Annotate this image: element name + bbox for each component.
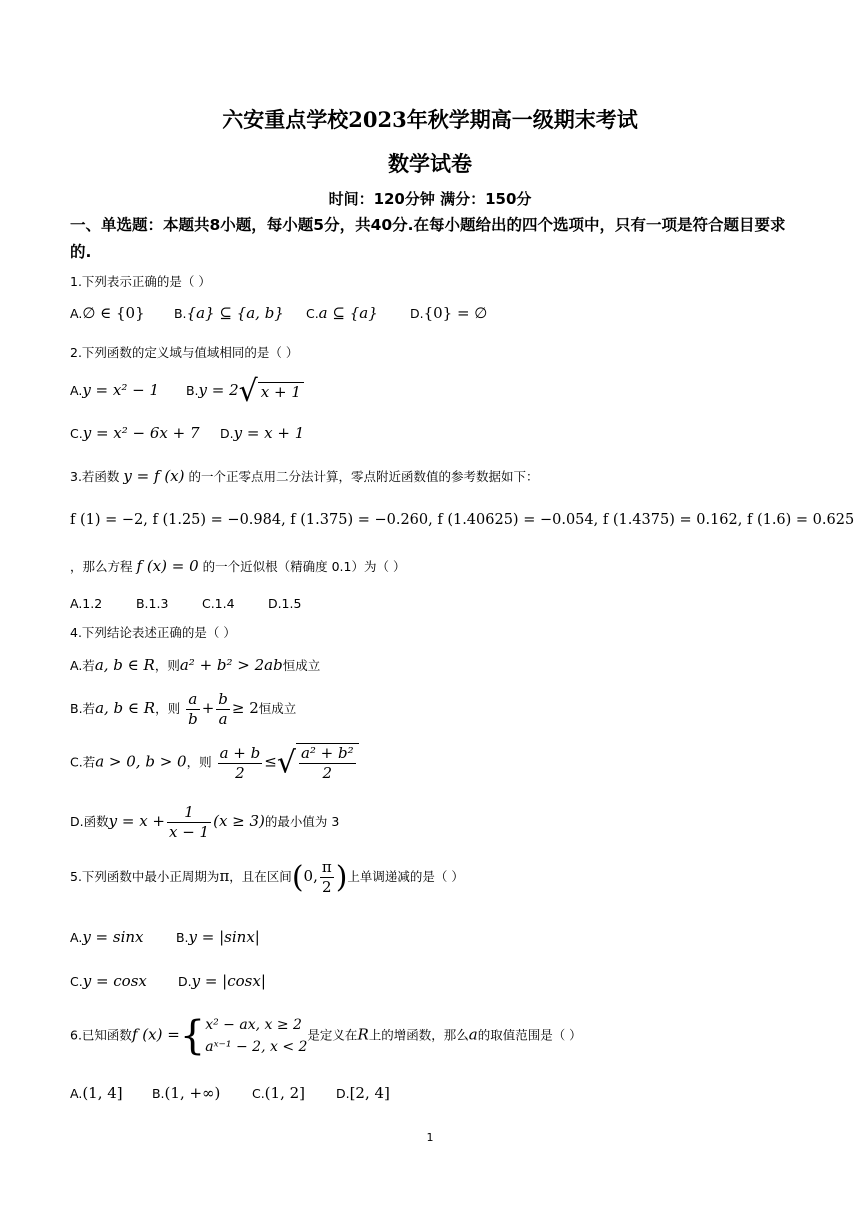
option-math: (1, 4] bbox=[82, 1084, 123, 1102]
left-brace: { bbox=[179, 1013, 206, 1059]
option-label: C. bbox=[251, 1086, 265, 1101]
option-label: B. bbox=[175, 930, 189, 945]
option-math: a > 0, b > 0 bbox=[95, 752, 187, 771]
sqrt-sign bbox=[277, 743, 359, 783]
sqrt-sign bbox=[239, 374, 304, 409]
option-label: A. bbox=[70, 306, 83, 321]
q5-stem bbox=[70, 858, 464, 897]
option-math: + bbox=[201, 699, 215, 717]
q5-options-row1 bbox=[70, 928, 260, 946]
q6-stem-text: 上的增函数，那么 bbox=[368, 1027, 469, 1043]
option-label: A. bbox=[70, 383, 83, 398]
numerator: π bbox=[321, 858, 332, 876]
q3-option-d: D.1.5 bbox=[267, 596, 302, 611]
numerator: b bbox=[218, 690, 228, 708]
q6-stem-math: a bbox=[468, 1025, 478, 1044]
option-label: C.若 bbox=[70, 754, 96, 770]
q5-options-row2 bbox=[70, 972, 266, 990]
q5-stem-text: 上单调递减的是（ ） bbox=[347, 869, 464, 884]
q2-option-d bbox=[220, 424, 304, 442]
q5-interval-math: 0, bbox=[303, 867, 318, 885]
q3-stem-math: y = f (x) bbox=[123, 467, 185, 485]
q5-interval-paren: ) bbox=[335, 860, 348, 895]
q2-option-a bbox=[70, 381, 182, 399]
q5-stem-math: π bbox=[219, 867, 230, 885]
q5-option-c bbox=[70, 972, 174, 990]
exam-title: 六安重点学校2023年秋学期高一级期末考试 bbox=[222, 107, 638, 132]
case-line: aˣ⁻¹ − 2, x < 2 bbox=[205, 1039, 308, 1055]
q2-options-row2 bbox=[70, 424, 304, 442]
option-label: A. bbox=[70, 930, 83, 945]
fraction bbox=[320, 858, 334, 897]
option-math: y = 2 bbox=[198, 381, 239, 399]
q3-reference-data: f (1) = −2, f (1.25) = −0.984, f (1.375) = −0.260, f (1.40625) = −0.054, f (1.4375) = 0.162, f (1.6) = 0.625 bbox=[70, 512, 855, 528]
radical-icon: √ bbox=[276, 745, 296, 781]
option-text: 的最小值为 3 bbox=[264, 814, 340, 829]
exam-time-info: 时间：120分钟 满分：150分 bbox=[328, 190, 532, 208]
denominator: 2 bbox=[322, 878, 332, 896]
q6-stem-text: 的取值范围是（ ） bbox=[477, 1027, 582, 1043]
q1-option-a bbox=[70, 304, 170, 322]
q6-option-d bbox=[336, 1084, 390, 1102]
option-math: ≥ 2 bbox=[231, 699, 259, 717]
q3-option-c: C.1.4 bbox=[201, 596, 235, 611]
option-label: C. bbox=[70, 974, 83, 989]
numerator: a bbox=[186, 690, 200, 710]
option-math: (x ≥ 3) bbox=[213, 812, 265, 830]
q2-option-b bbox=[186, 374, 304, 409]
q4-option-d bbox=[70, 803, 339, 842]
option-math: y = sinx bbox=[82, 928, 144, 946]
option-text: ，则 bbox=[155, 701, 181, 716]
q4-option-b bbox=[70, 690, 296, 729]
option-label: A. bbox=[70, 1086, 83, 1101]
q3-option-a: A.1.2 bbox=[70, 596, 103, 611]
fraction bbox=[216, 690, 230, 729]
q6-option-b bbox=[152, 1084, 248, 1102]
q6-option-a bbox=[70, 1084, 148, 1102]
option-label: C. bbox=[305, 306, 319, 321]
q4-stem: 4.下列结论表述正确的是（ ） bbox=[70, 625, 236, 640]
numerator: a² + b² bbox=[300, 744, 354, 762]
option-math: {0} = ∅ bbox=[423, 304, 488, 322]
q5-stem-text: 5.下列函数中最小正周期为 bbox=[70, 869, 220, 884]
option-text: ，则 bbox=[154, 658, 180, 673]
option-math: a, b ∈ R bbox=[95, 699, 156, 717]
denominator: 2 bbox=[322, 764, 333, 782]
q6-stem-text: 是定义在 bbox=[307, 1027, 358, 1043]
q6-stem-math: f (x) = bbox=[131, 1025, 180, 1044]
option-label: D. bbox=[219, 426, 234, 441]
q3-cont-math: f (x) = 0 bbox=[136, 557, 199, 575]
option-math: y = cosx bbox=[82, 972, 147, 990]
q3-cont-text: ，那么方程 bbox=[70, 559, 133, 574]
option-math: (1, +∞) bbox=[164, 1084, 221, 1102]
option-math: y = x² − 6x + 7 bbox=[82, 424, 200, 442]
fraction bbox=[167, 803, 211, 842]
option-math: (1, 2] bbox=[264, 1084, 305, 1102]
case-line: x² − ax, x ≥ 2 bbox=[205, 1017, 302, 1033]
q6-stem bbox=[70, 1014, 582, 1058]
option-math: y = x + bbox=[108, 812, 165, 830]
option-label: B.若 bbox=[70, 701, 96, 716]
radical-icon: √ bbox=[238, 374, 258, 409]
radicand: x + 1 bbox=[258, 382, 304, 401]
q3-stem-text: 的一个正零点用二分法计算，零点附近函数值的参考数据如下： bbox=[188, 469, 539, 484]
option-text: 恒成立 bbox=[258, 701, 297, 716]
option-label: B. bbox=[185, 383, 199, 398]
q3-stem-text: 3.若函数 bbox=[70, 469, 120, 484]
q3-data-line bbox=[70, 512, 854, 528]
fraction bbox=[299, 744, 356, 783]
q2-option-c bbox=[70, 424, 216, 442]
section-heading: 一、单选题：本题共8小题，每小题5分，共40分.在每小题给出的四个选项中，只有一项是符合题目要求的. bbox=[70, 216, 786, 261]
q1-options bbox=[70, 304, 487, 322]
option-label: B. bbox=[173, 306, 187, 321]
option-math: y = x + 1 bbox=[233, 424, 305, 442]
q5-option-b bbox=[176, 928, 260, 946]
option-math: [2, 4] bbox=[349, 1084, 390, 1102]
q3-option-b: B.1.3 bbox=[135, 596, 169, 611]
denominator: b bbox=[188, 710, 198, 728]
q5-option-a bbox=[70, 928, 172, 946]
q1-option-b bbox=[174, 304, 302, 322]
option-label: C. bbox=[70, 426, 83, 441]
q3-stem bbox=[70, 467, 538, 485]
q5-stem-text: ，且在区间 bbox=[229, 869, 292, 884]
q6-option-c bbox=[252, 1084, 332, 1102]
q1-option-d bbox=[410, 304, 487, 322]
option-text: 恒成立 bbox=[282, 658, 321, 673]
q1-stem: 1.下列表示正确的是（ ） bbox=[70, 274, 211, 289]
option-math: ∅ ∈ {0} bbox=[82, 304, 145, 322]
q4-option-a bbox=[70, 656, 320, 674]
q6-options bbox=[70, 1084, 390, 1102]
denominator: a bbox=[218, 710, 228, 728]
option-text: ，则 bbox=[186, 754, 212, 770]
fraction bbox=[186, 690, 200, 729]
page-number: 1 bbox=[426, 1131, 434, 1144]
q4-option-c bbox=[70, 743, 359, 783]
denominator: x − 1 bbox=[168, 823, 210, 841]
q6-stem-text: 6.已知函数 bbox=[70, 1027, 132, 1043]
q3-cont-text: 的一个近似根（精确度 0.1）为（ ） bbox=[202, 559, 406, 574]
option-math: {a} ⊆ {a, b} bbox=[186, 304, 284, 322]
option-label: B. bbox=[151, 1086, 165, 1101]
option-math: a, b ∈ R bbox=[94, 656, 155, 674]
q5-interval-paren: ( bbox=[291, 860, 304, 895]
q1-option-c bbox=[306, 304, 406, 322]
option-math: y = |sinx| bbox=[188, 928, 260, 946]
option-math: y = x² − 1 bbox=[82, 381, 160, 399]
option-label: D. bbox=[409, 306, 424, 321]
exam-subject: 数学试卷 bbox=[388, 151, 472, 176]
option-label: D. bbox=[177, 974, 192, 989]
fraction bbox=[218, 744, 263, 783]
option-math: ≤ bbox=[264, 752, 277, 771]
option-math: y = |cosx| bbox=[191, 972, 266, 990]
numerator: a + b bbox=[219, 743, 261, 762]
numerator: 1 bbox=[167, 803, 211, 823]
option-math: a ⊆ {a} bbox=[318, 304, 378, 322]
q3-continuation bbox=[70, 557, 405, 575]
q5-option-d bbox=[178, 972, 266, 990]
option-label: A.若 bbox=[70, 658, 95, 673]
denominator: 2 bbox=[235, 763, 245, 782]
piecewise-cases bbox=[205, 1014, 307, 1058]
option-math: a² + b² > 2ab bbox=[179, 656, 283, 674]
q2-stem: 2.下列函数的定义域与值域相同的是（ ） bbox=[70, 345, 299, 360]
q2-options-row1 bbox=[70, 374, 304, 409]
q6-stem-math: R bbox=[357, 1025, 369, 1044]
q3-options bbox=[70, 596, 301, 611]
option-label: D.函数 bbox=[70, 814, 109, 829]
option-label: D. bbox=[335, 1086, 350, 1101]
